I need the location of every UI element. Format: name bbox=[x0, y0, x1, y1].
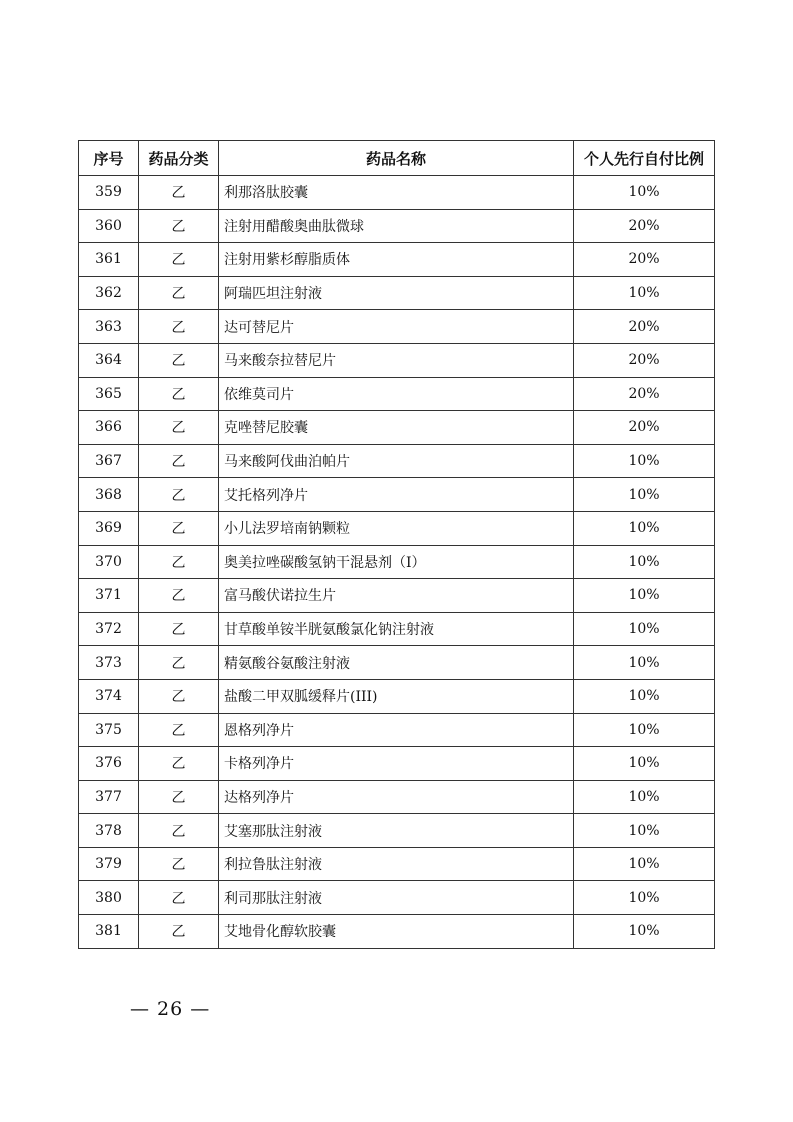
table-row bbox=[79, 915, 715, 949]
table-row bbox=[79, 780, 715, 814]
cell-drug-name: 阿瑞匹坦注射液 bbox=[219, 276, 574, 310]
cell-serial-number: 364 bbox=[79, 343, 139, 377]
cell-drug-category: 乙 bbox=[139, 176, 219, 210]
cell-drug-name: 精氨酸谷氨酸注射液 bbox=[219, 646, 574, 680]
cell-self-pay-ratio: 10% bbox=[574, 545, 715, 579]
cell-drug-name: 艾托格列净片 bbox=[219, 478, 574, 512]
cell-serial-number: 362 bbox=[79, 276, 139, 310]
table-row bbox=[79, 847, 715, 881]
cell-serial-number: 375 bbox=[79, 713, 139, 747]
cell-self-pay-ratio: 10% bbox=[574, 780, 715, 814]
cell-self-pay-ratio: 10% bbox=[574, 881, 715, 915]
cell-drug-category: 乙 bbox=[139, 747, 219, 781]
cell-serial-number: 380 bbox=[79, 881, 139, 915]
cell-serial-number: 360 bbox=[79, 209, 139, 243]
cell-serial-number: 370 bbox=[79, 545, 139, 579]
header-self-pay-ratio: 个人先行自付比例 bbox=[574, 141, 715, 176]
table-row bbox=[79, 679, 715, 713]
cell-drug-name: 达格列净片 bbox=[219, 780, 574, 814]
cell-self-pay-ratio: 10% bbox=[574, 579, 715, 613]
cell-drug-category: 乙 bbox=[139, 243, 219, 277]
cell-drug-name: 恩格列净片 bbox=[219, 713, 574, 747]
cell-drug-category: 乙 bbox=[139, 343, 219, 377]
table-row bbox=[79, 478, 715, 512]
cell-serial-number: 374 bbox=[79, 679, 139, 713]
cell-drug-category: 乙 bbox=[139, 444, 219, 478]
cell-drug-category: 乙 bbox=[139, 579, 219, 613]
cell-serial-number: 363 bbox=[79, 310, 139, 344]
cell-self-pay-ratio: 10% bbox=[574, 713, 715, 747]
cell-drug-name: 利那洛肽胶囊 bbox=[219, 176, 574, 210]
cell-self-pay-ratio: 20% bbox=[574, 377, 715, 411]
cell-drug-name: 甘草酸单铵半胱氨酸氯化钠注射液 bbox=[219, 612, 574, 646]
table-row bbox=[79, 444, 715, 478]
cell-drug-category: 乙 bbox=[139, 814, 219, 848]
cell-self-pay-ratio: 10% bbox=[574, 612, 715, 646]
cell-serial-number: 373 bbox=[79, 646, 139, 680]
table-row bbox=[79, 243, 715, 277]
cell-drug-name: 艾地骨化醇软胶囊 bbox=[219, 915, 574, 949]
table-row bbox=[79, 646, 715, 680]
cell-drug-category: 乙 bbox=[139, 713, 219, 747]
cell-self-pay-ratio: 20% bbox=[574, 209, 715, 243]
cell-drug-name: 小儿法罗培南钠颗粒 bbox=[219, 511, 574, 545]
cell-serial-number: 366 bbox=[79, 411, 139, 445]
cell-drug-category: 乙 bbox=[139, 276, 219, 310]
header-drug-name: 药品名称 bbox=[219, 141, 574, 176]
cell-serial-number: 378 bbox=[79, 814, 139, 848]
table-row bbox=[79, 612, 715, 646]
cell-self-pay-ratio: 20% bbox=[574, 343, 715, 377]
cell-drug-name: 艾塞那肽注射液 bbox=[219, 814, 574, 848]
table-header-row bbox=[79, 141, 715, 176]
cell-serial-number: 371 bbox=[79, 579, 139, 613]
table-row bbox=[79, 411, 715, 445]
cell-self-pay-ratio: 10% bbox=[574, 276, 715, 310]
cell-drug-category: 乙 bbox=[139, 377, 219, 411]
cell-self-pay-ratio: 20% bbox=[574, 310, 715, 344]
cell-drug-category: 乙 bbox=[139, 310, 219, 344]
table-row bbox=[79, 747, 715, 781]
cell-self-pay-ratio: 10% bbox=[574, 478, 715, 512]
cell-drug-name: 富马酸伏诺拉生片 bbox=[219, 579, 574, 613]
table-row bbox=[79, 814, 715, 848]
cell-drug-category: 乙 bbox=[139, 209, 219, 243]
cell-drug-name: 注射用醋酸奥曲肽微球 bbox=[219, 209, 574, 243]
cell-self-pay-ratio: 10% bbox=[574, 847, 715, 881]
cell-self-pay-ratio: 10% bbox=[574, 511, 715, 545]
cell-drug-name: 注射用紫杉醇脂质体 bbox=[219, 243, 574, 277]
cell-drug-category: 乙 bbox=[139, 881, 219, 915]
table-row bbox=[79, 176, 715, 210]
table-row bbox=[79, 209, 715, 243]
cell-drug-category: 乙 bbox=[139, 780, 219, 814]
cell-drug-name: 依维莫司片 bbox=[219, 377, 574, 411]
cell-drug-category: 乙 bbox=[139, 679, 219, 713]
cell-serial-number: 369 bbox=[79, 511, 139, 545]
cell-serial-number: 372 bbox=[79, 612, 139, 646]
cell-drug-name: 利司那肽注射液 bbox=[219, 881, 574, 915]
cell-drug-name: 奥美拉唑碳酸氢钠干混悬剂（Ⅰ） bbox=[219, 545, 574, 579]
cell-drug-name: 马来酸奈拉替尼片 bbox=[219, 343, 574, 377]
cell-self-pay-ratio: 10% bbox=[574, 747, 715, 781]
table-row bbox=[79, 310, 715, 344]
cell-drug-category: 乙 bbox=[139, 915, 219, 949]
table-row bbox=[79, 511, 715, 545]
cell-drug-category: 乙 bbox=[139, 411, 219, 445]
cell-serial-number: 361 bbox=[79, 243, 139, 277]
table-row bbox=[79, 343, 715, 377]
cell-drug-category: 乙 bbox=[139, 646, 219, 680]
drug-table bbox=[78, 140, 715, 949]
cell-serial-number: 379 bbox=[79, 847, 139, 881]
header-serial-number: 序号 bbox=[79, 141, 139, 176]
cell-drug-name: 马来酸阿伐曲泊帕片 bbox=[219, 444, 574, 478]
cell-serial-number: 365 bbox=[79, 377, 139, 411]
page-number: — 26 — bbox=[130, 998, 211, 1020]
cell-serial-number: 359 bbox=[79, 176, 139, 210]
cell-self-pay-ratio: 10% bbox=[574, 915, 715, 949]
cell-self-pay-ratio: 10% bbox=[574, 444, 715, 478]
cell-drug-name: 达可替尼片 bbox=[219, 310, 574, 344]
cell-drug-category: 乙 bbox=[139, 847, 219, 881]
cell-self-pay-ratio: 10% bbox=[574, 646, 715, 680]
cell-drug-name: 利拉鲁肽注射液 bbox=[219, 847, 574, 881]
cell-self-pay-ratio: 10% bbox=[574, 176, 715, 210]
table-row bbox=[79, 276, 715, 310]
cell-self-pay-ratio: 10% bbox=[574, 814, 715, 848]
table-row bbox=[79, 579, 715, 613]
cell-serial-number: 367 bbox=[79, 444, 139, 478]
cell-serial-number: 376 bbox=[79, 747, 139, 781]
cell-serial-number: 368 bbox=[79, 478, 139, 512]
cell-serial-number: 381 bbox=[79, 915, 139, 949]
cell-serial-number: 377 bbox=[79, 780, 139, 814]
table-row bbox=[79, 545, 715, 579]
cell-self-pay-ratio: 20% bbox=[574, 243, 715, 277]
cell-drug-category: 乙 bbox=[139, 478, 219, 512]
cell-drug-category: 乙 bbox=[139, 612, 219, 646]
table-row bbox=[79, 377, 715, 411]
table-body bbox=[79, 176, 715, 949]
cell-drug-name: 卡格列净片 bbox=[219, 747, 574, 781]
header-drug-category: 药品分类 bbox=[139, 141, 219, 176]
cell-drug-name: 克唑替尼胶囊 bbox=[219, 411, 574, 445]
cell-drug-category: 乙 bbox=[139, 511, 219, 545]
cell-drug-name: 盐酸二甲双胍缓释片(III) bbox=[219, 679, 574, 713]
table-row bbox=[79, 881, 715, 915]
cell-self-pay-ratio: 20% bbox=[574, 411, 715, 445]
table-row bbox=[79, 713, 715, 747]
cell-drug-category: 乙 bbox=[139, 545, 219, 579]
cell-self-pay-ratio: 10% bbox=[574, 679, 715, 713]
